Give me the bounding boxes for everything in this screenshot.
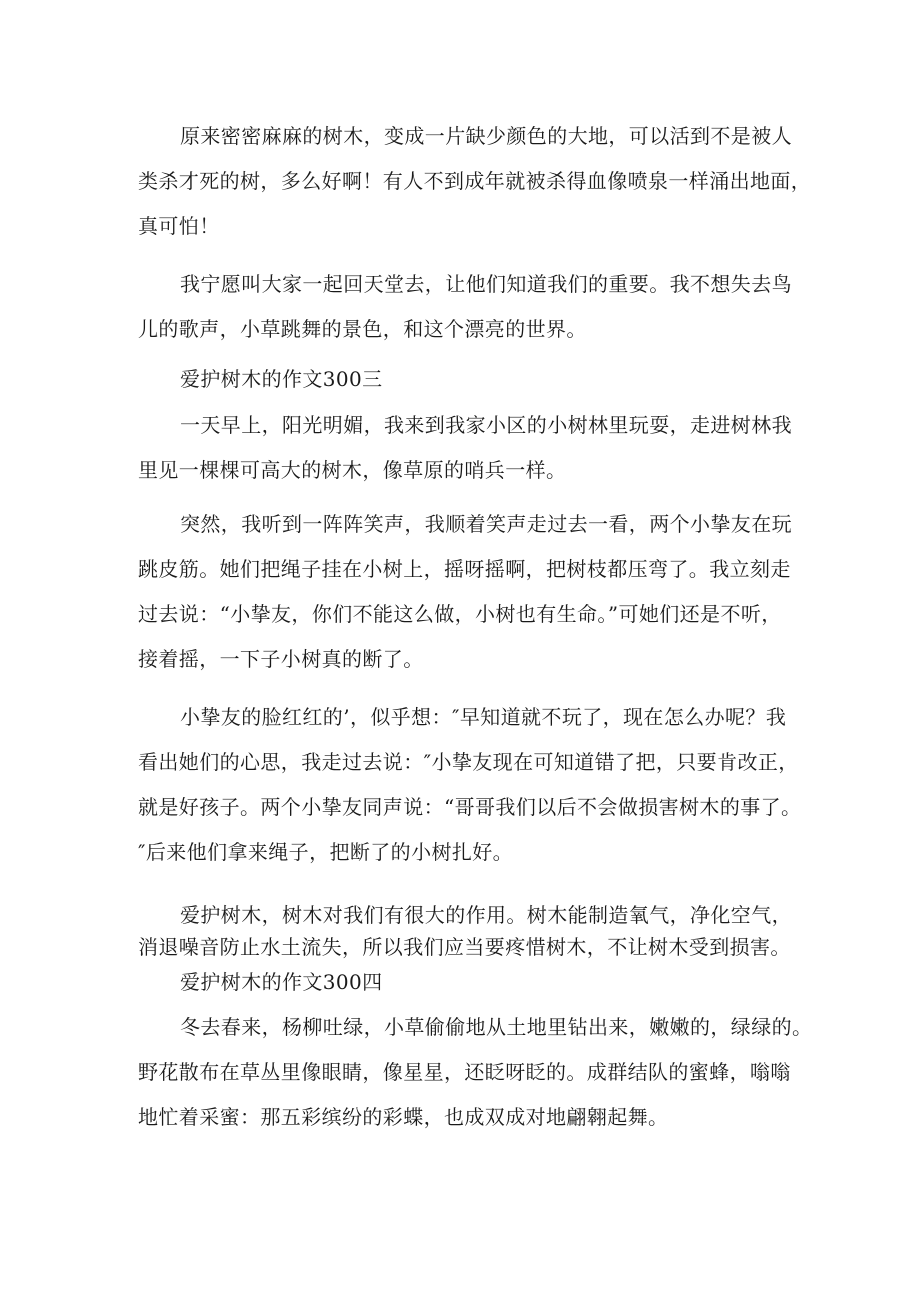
text-line: 儿的歌声，小草跳舞的景色，和这个漂亮的世界。 [138,317,587,341]
text-line: 爱护树木，树木对我们有很大的作用。树木能制造氧气，净化空气， [180,903,792,927]
text-line: 过去说：“小挚友，你们不能这么做，小树也有生命。”可她们还是不听， [138,602,782,626]
paragraph [138,695,802,875]
text-line: 小挚友的脸红红的’，似乎想：″早知道就不玩了，现在怎么办呢？我 [180,705,787,729]
paragraph [138,1005,813,1140]
text-line: 我宁愿叫大家一起回天堂去，让他们知道我们的重要。我不想失去鸟 [180,272,792,296]
section-heading: 爱护树木的作文300四 [180,970,383,994]
text-line: 地忙着采蜜：那五彩缤纷的彩蝶，也成双成对地翩翱起舞。 [138,1105,669,1129]
text-line: 消退噪音防止水土流失，所以我们应当要疼惜树木，不让树木受到损害。 [138,935,791,959]
text-line: 真可怕！ [138,214,220,238]
text-line: 跳皮筋。她们把绳子挂在小树上，摇呀摇啊，把树枝都压弯了。我立刻走 [138,557,791,581]
paragraph [138,262,798,352]
text-line: 里见一棵棵可高大的树木，像草原的哨兵一样。 [138,458,567,482]
paragraph [138,502,798,682]
text-line: 一天早上，阳光明媚，我来到我家小区的小树林里玩耍，走进树林我 [180,413,792,437]
text-line: ″后来他们拿来绳子，把断了的小树扎好。 [138,840,514,864]
text-line: 接着摇，一下子小树真的断了。 [138,647,424,671]
paragraph [138,403,798,493]
text-line: 看出她们的心思，我走过去说：″小挚友现在可知道错了把，只要肯改正， [138,750,799,774]
paragraph [138,114,812,249]
text-line: 冬去春来，杨柳吐绿，小草偷偷地从土地里钻出来，嫩嫩的，绿绿的。 [180,1015,813,1039]
text-line: 突然，我听到一阵阵笑声，我顺着笑声走过去一看，两个小挚友在玩 [180,512,792,536]
paragraph [138,899,798,963]
text-line: 原来密密麻麻的树木，变成一片缺少颜色的大地，可以活到不是被人 [180,124,792,148]
text-line: 类杀才死的树，多么好啊！有人不到成年就被杀得血像喷泉一样涌出地面， [138,169,812,193]
text-line: 野花散布在草丛里像眼睛，像星星，还眨呀眨的。成群结队的蜜蜂，嗡嗡 [138,1060,791,1084]
text-line: 就是好孩子。两个小挚友同声说：“哥哥我们以后不会做损害树木的事了。 [138,795,802,819]
section-heading: 爱护树木的作文300三 [180,367,383,391]
